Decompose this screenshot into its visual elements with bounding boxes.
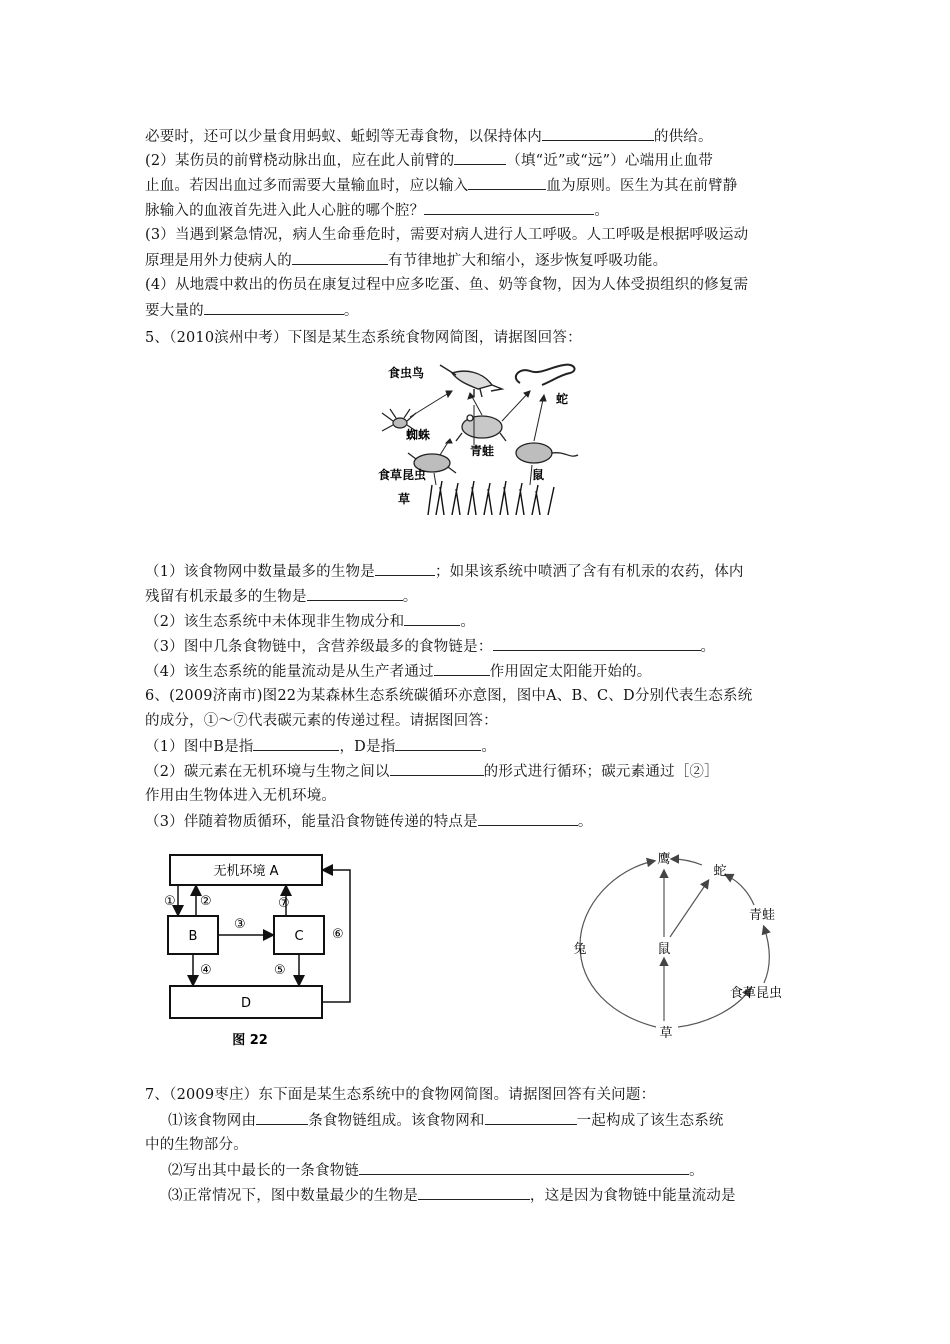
label-a: 无机环境 A [213, 864, 279, 879]
q5-line-5 [145, 661, 651, 682]
q5-text: （2）该生态系统中未体现非生物成分和 [145, 614, 405, 630]
label-grass: 草 [659, 1026, 673, 1041]
q7-line-1 [168, 1110, 724, 1131]
label-snake: 蛇 [556, 392, 569, 406]
label-insect: 食草昆虫 [378, 468, 427, 482]
q4-text: 脉输入的血液首先进入此人心脏的哪个腔？ [145, 203, 425, 219]
answer-blank[interactable] [292, 250, 388, 265]
q5-text: 。 [402, 589, 418, 605]
label-frog: 青蛙 [748, 908, 776, 923]
q4-line-6 [145, 250, 667, 271]
q6-text: 的形式进行循环；碳元素通过［②］ [483, 764, 719, 780]
answer-blank[interactable] [418, 1185, 530, 1200]
answer-blank[interactable] [390, 761, 484, 776]
label-c: C [294, 929, 304, 944]
label-rabbit: 兔 [573, 942, 587, 957]
label-bird: 食虫鸟 [388, 366, 425, 380]
q6-title-1: 6、(2009济南市)图22为某森林生态系统碳循环亦意图，图中A、B、C、D分别代表生态系统 [145, 688, 753, 704]
q5-text: 残留有机汞最多的生物是 [145, 589, 307, 605]
q4-text: 。 [594, 203, 610, 219]
answer-blank[interactable] [256, 1110, 308, 1125]
q4-line-4 [145, 200, 609, 221]
label-spider: 蜘蛛 [406, 428, 431, 442]
q6-text: （2）碳元素在无机环境与生物之间以 [145, 764, 390, 780]
q4-line-8 [145, 300, 359, 321]
q4-line-7: (4）从地震中救出的伤员在康复过程中应多吃蛋、鱼、奶等食物，因为人体受损组织的修复需 [145, 277, 749, 293]
figure-caption: 图 22 [232, 1033, 268, 1048]
q7-text: 一起构成了该生态系统 [576, 1113, 724, 1129]
arrow-insect-frog [764, 927, 769, 983]
q7-text: ⑶正常情况下，图中数量最少的生物是 [168, 1188, 418, 1204]
q6-line-4 [145, 811, 593, 832]
answer-blank[interactable] [542, 126, 654, 141]
answer-blank[interactable] [434, 661, 490, 676]
q4-text: (2）某伤员的前臂桡动脉出血，应在此人前臂的 [145, 153, 455, 169]
q5-line-2 [145, 586, 417, 607]
arrow-snake-hawk [672, 859, 702, 865]
carbon-cycle-diagram [160, 848, 360, 1050]
q4-text: 血为原则。医生为其在前臂静 [546, 178, 738, 194]
label-insect: 食草昆虫 [729, 986, 783, 1001]
answer-blank[interactable] [359, 1160, 689, 1175]
q6-title-2: 的成分，①～⑦代表碳元素的传递过程。请据图回答： [145, 713, 498, 729]
answer-blank[interactable] [375, 561, 435, 576]
q4-text: 原理是用外力使病人的 [145, 253, 292, 269]
q4-line-1 [145, 126, 713, 147]
q7-text: ⑵写出其中最长的一条食物链 [168, 1163, 360, 1179]
arrow-grass-rabbit-hawk [580, 861, 656, 1027]
q7-line-3 [168, 1160, 704, 1181]
label-b: B [188, 929, 198, 944]
snake-icon [516, 365, 575, 385]
q6-text: ，D是指 [339, 739, 396, 755]
answer-blank[interactable] [454, 150, 506, 165]
q5-line-4 [145, 636, 715, 657]
label-n4: ④ [200, 963, 212, 978]
q5-text: （1）该食物网中数量最多的生物是 [145, 564, 375, 580]
q4-line-3 [145, 175, 738, 196]
answer-blank[interactable] [424, 200, 594, 215]
q5-title: 5、（2010滨州中考）下图是某生态系统食物网简图，请据图回答： [145, 330, 582, 346]
q4-text: 的供给。 [653, 129, 713, 145]
answer-blank[interactable] [253, 736, 339, 751]
label-n6: ⑥ [332, 927, 344, 942]
food-web-diagram [560, 845, 800, 1055]
label-grass: 草 [398, 492, 411, 506]
q6-line-3: 作用由生物体进入无机环境。 [145, 788, 337, 804]
label-n7: ⑦ [278, 896, 290, 911]
q4-line-5: (3）当遇到紧急情况，病人生命垂危时，需要对病人进行人工呼吸。人工呼吸是根据呼吸运动 [145, 227, 749, 243]
grass-icon [428, 481, 554, 515]
q5-text: ；如果该系统中喷洒了含有有机汞的农药，体内 [434, 564, 744, 580]
label-frog: 青蛙 [470, 444, 495, 458]
answer-blank[interactable] [307, 586, 403, 601]
q6-text: 。 [577, 814, 593, 830]
q6-line-2 [145, 761, 719, 782]
q4-line-2 [145, 150, 713, 171]
arrow-mouse-snake [670, 881, 708, 937]
q6-text: 。 [481, 739, 497, 755]
label-d: D [240, 996, 252, 1011]
answer-blank[interactable] [395, 736, 481, 751]
q5-text: （4）该生态系统的能量流动是从生产者通过 [145, 664, 434, 680]
label-hawk: 鹰 [657, 852, 671, 867]
q7-title: 7、（2009枣庄）东下面是某生态系统中的食物网简图。请据图回答有关问题： [145, 1087, 656, 1103]
q7-text: 。 [689, 1163, 704, 1179]
q5-text: 。 [700, 639, 716, 655]
q4-text: 必要时，还可以少量食用蚂蚁、蚯蚓等无毒食物，以保持体内 [145, 129, 542, 145]
q4-text: （填“近”或“远”）心端用止血带 [506, 153, 714, 169]
label-n2: ② [200, 894, 212, 909]
q4-text: 有节律地扩大和缩小，逐步恢复呼吸功能。 [388, 253, 668, 269]
food-web-illustration [370, 355, 600, 525]
q5-text: 作用固定太阳能开始的。 [489, 664, 652, 680]
answer-blank[interactable] [404, 611, 460, 626]
label-n5: ⑤ [274, 963, 286, 978]
q4-text: 止血。若因出血过多而需要大量输血时，应以输入 [145, 178, 469, 194]
label-n3: ③ [234, 917, 246, 932]
q6-line-1 [145, 736, 496, 757]
frog-icon [456, 415, 506, 441]
label-snake: 蛇 [713, 864, 727, 879]
answer-blank[interactable] [204, 300, 344, 315]
q7-text: 条食物链组成。该食物网和 [308, 1113, 485, 1129]
mouse-icon [516, 443, 578, 463]
q5-line-3 [145, 611, 475, 632]
label-n1: ① [164, 894, 176, 909]
q7-line-4 [168, 1185, 736, 1206]
q5-text: （3）图中几条食物链中，含营养级最多的食物链是： [145, 639, 493, 655]
arrow-frog-snake [726, 875, 754, 905]
q5-line-1 [145, 561, 744, 582]
label-mouse: 鼠 [532, 468, 545, 482]
q6-text: （1）图中B是指 [145, 739, 254, 755]
label-mouse: 鼠 [657, 942, 671, 957]
q5-text: 。 [460, 614, 476, 630]
answer-blank[interactable] [478, 811, 578, 826]
answer-blank[interactable] [468, 175, 546, 190]
q4-text: 要大量的 [145, 303, 204, 319]
answer-blank[interactable] [493, 636, 701, 651]
q6-text: （3）伴随着物质循环，能量沿食物链传递的特点是 [145, 814, 478, 830]
q7-text: ⑴该食物网由 [168, 1113, 257, 1129]
q4-text: 。 [343, 303, 359, 319]
q7-text: ，这是因为食物链中能量流动是 [529, 1188, 736, 1204]
q7-line-2: 中的生物部分。 [145, 1137, 248, 1153]
answer-blank[interactable] [485, 1110, 577, 1125]
